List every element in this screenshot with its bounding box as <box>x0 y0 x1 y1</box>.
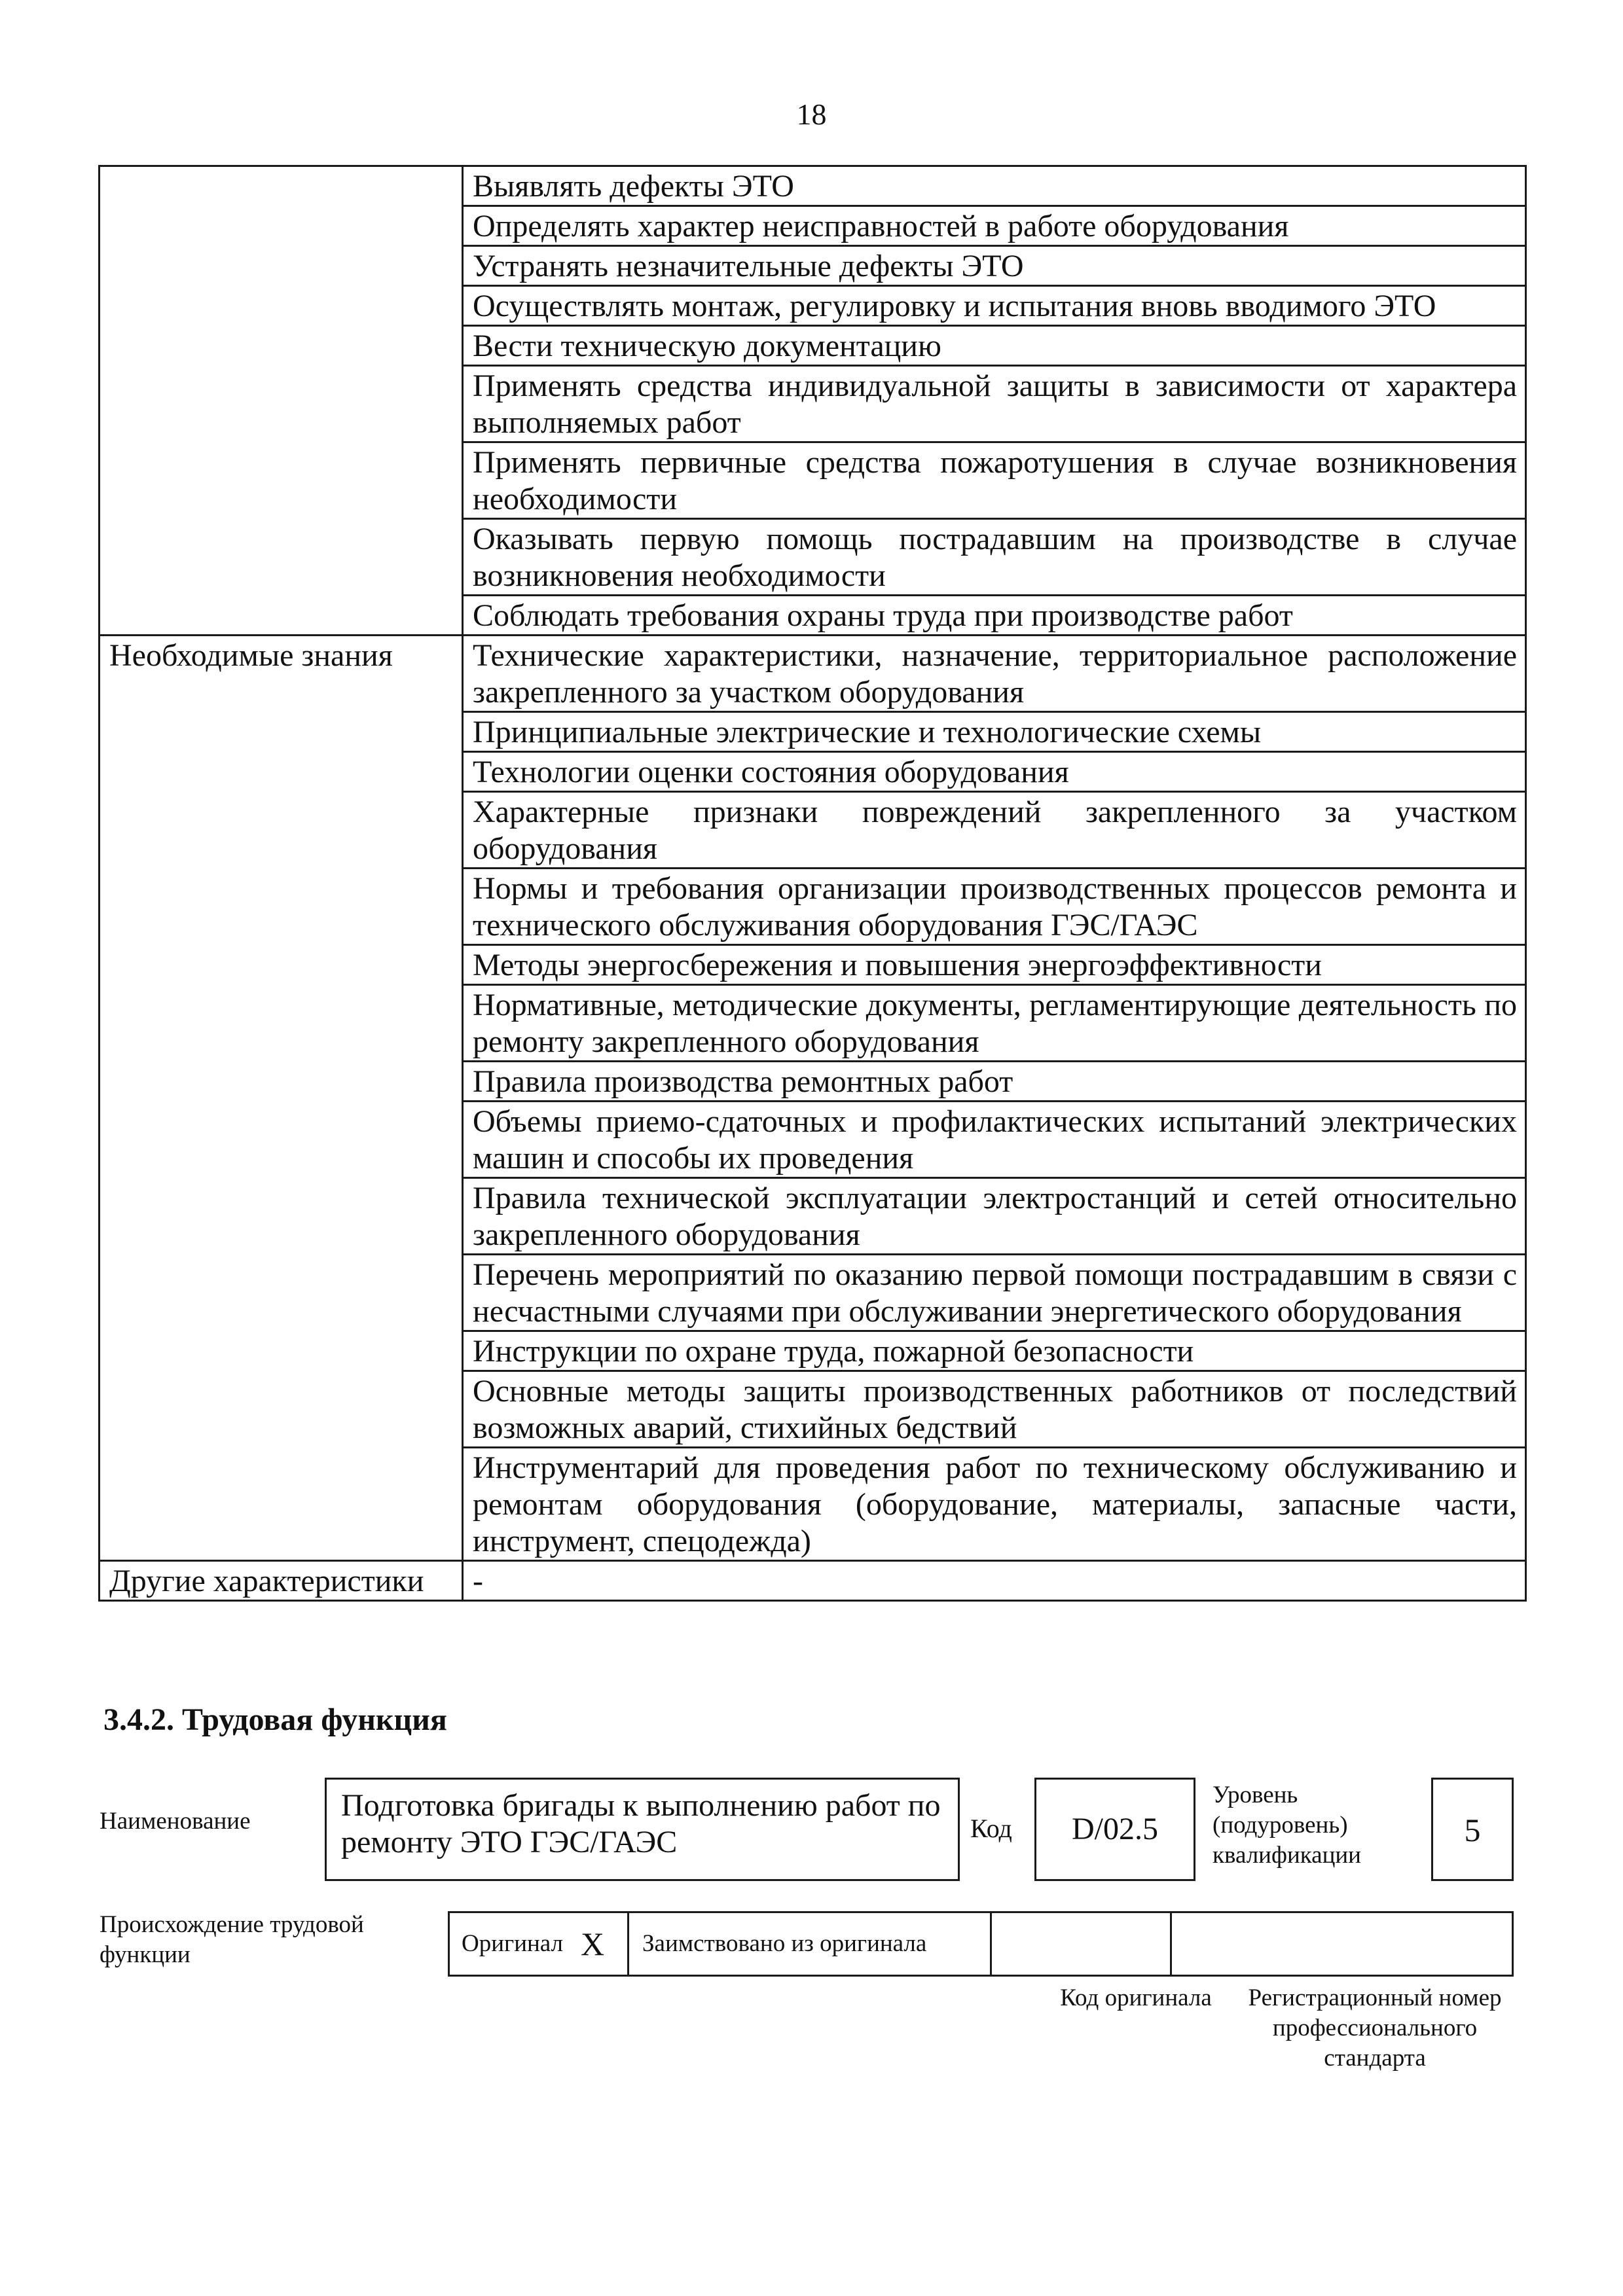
qualification-level-box <box>1431 1778 1514 1881</box>
section-heading: 3.4.2. Трудовая функция <box>103 1702 447 1737</box>
original-code-cell <box>991 1912 1171 1976</box>
origin-label: Происхождение трудовой функции <box>100 1911 364 1968</box>
original-label: Оригинал <box>449 1912 581 1976</box>
table-row <box>449 1912 1513 1976</box>
function-code-box <box>1034 1778 1195 1881</box>
table-row <box>100 166 1526 206</box>
skill-item: Определять характер неисправностей в работе оборудования <box>463 206 1526 246</box>
skill-item: Вести техническую документацию <box>463 326 1526 366</box>
knowledge-item: Основные методы защиты производственных работников от последствий возможных аварий, стихийных бедствий <box>463 1371 1526 1448</box>
knowledge-item: Характерные признаки повреждений закрепленного за участком оборудования <box>463 792 1526 869</box>
function-name-value: Подготовка бригады к выполнению работ по ремонту ЭТО ГЭС/ГАЭС <box>341 1788 941 1859</box>
skill-item: Осуществлять монтаж, регулировку и испытания вновь вводимого ЭТО <box>463 286 1526 326</box>
knowledge-item: Инструкции по охране труда, пожарной безопасности <box>463 1331 1526 1371</box>
skill-item: Соблюдать требования охраны труда при производстве работ <box>463 596 1526 636</box>
table-row <box>100 1561 1526 1601</box>
other-characteristics-value: - <box>463 1561 1526 1601</box>
skill-item: Применять средства индивидуальной защиты в зависимости от характера выполняемых работ <box>463 366 1526 442</box>
knowledge-item: Нормативные, методические документы, регламентирующие деятельность по ремонту закрепленного оборудования <box>463 985 1526 1062</box>
registration-number-cell <box>1171 1912 1513 1976</box>
function-name-box <box>325 1778 960 1881</box>
skill-item: Оказывать первую помощь пострадавшим на производстве в случае возникновения необходимости <box>463 519 1526 596</box>
qualification-level-label: Уровень (подуровень) квалификации <box>1213 1782 1361 1869</box>
function-name-label: Наименование <box>100 1808 251 1835</box>
original-mark: X <box>580 1912 629 1976</box>
function-code-value: D/02.5 <box>1072 1812 1158 1846</box>
knowledge-item: Технические характеристики, назначение, территориальное расположение закрепленного за участком оборудования <box>463 636 1526 712</box>
knowledge-item: Технологии оценки состояния оборудования <box>463 752 1526 792</box>
knowledge-item: Правила технической эксплуатации электростанций и сетей относительно закрепленного оборудования <box>463 1178 1526 1255</box>
function-code-label: Код <box>970 1814 1012 1843</box>
competency-table <box>98 165 1527 1602</box>
skill-item: Применять первичные средства пожаротушения в случае возникновения необходимости <box>463 442 1526 519</box>
qualification-level-value: 5 <box>1464 1812 1481 1848</box>
knowledge-item: Инструментарий для проведения работ по техническому обслуживанию и ремонтам оборудования (оборудование, материалы, запасные части, инструмент, спецодежда) <box>463 1448 1526 1561</box>
knowledge-label: Необходимые знания <box>100 636 463 1561</box>
skill-item: Устранять незначительные дефекты ЭТО <box>463 246 1526 286</box>
knowledge-item: Методы энергосбережения и повышения энергоэффективности <box>463 945 1526 985</box>
knowledge-item: Нормы и требования организации производственных процессов ремонта и технического обслуживания оборудования ГЭС/ГАЭС <box>463 869 1526 945</box>
skill-item: Выявлять дефекты ЭТО <box>463 166 1526 206</box>
skills-label-cell <box>100 166 463 636</box>
table-row <box>100 636 1526 712</box>
origin-table <box>448 1911 1514 1977</box>
knowledge-item: Правила производства ремонтных работ <box>463 1062 1526 1102</box>
other-characteristics-label: Другие характеристики <box>100 1561 463 1601</box>
page-number: 18 <box>796 98 827 131</box>
knowledge-item: Объемы приемо-сдаточных и профилактических испытаний электрических машин и способы их проведения <box>463 1102 1526 1178</box>
registration-number-caption: Регистрационный номер профессионального стандарта <box>1248 1984 1502 2072</box>
knowledge-item: Принципиальные электрические и технологические схемы <box>463 712 1526 752</box>
knowledge-item: Перечень мероприятий по оказанию первой помощи пострадавшим в связи с несчастными случаями при обслуживании энергетического оборудования <box>463 1255 1526 1331</box>
borrowed-label: Заимствовано из оригинала <box>629 1912 991 1976</box>
original-code-caption: Код оригинала <box>1060 1984 1212 2011</box>
